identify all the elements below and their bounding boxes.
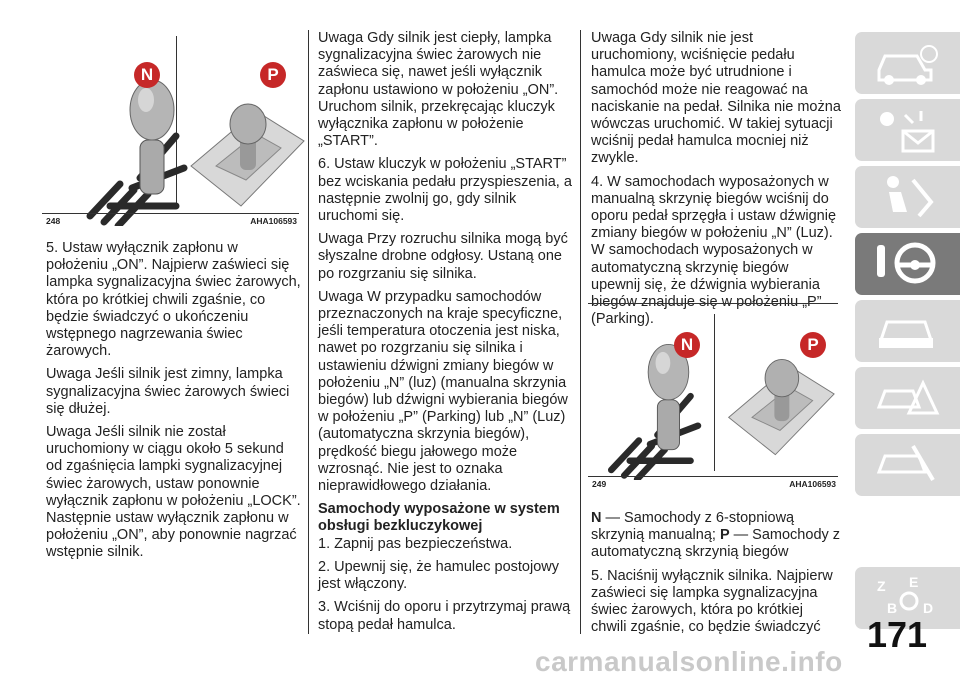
column-2 — [318, 30, 576, 640]
paragraph: Uwaga Jeśli silnik nie został uruchomiony w ciągu około 5 sekund od zgaśnięcia lampki sygnalizacyjnej świec żarowych, ustaw ponownie wyłącznik zapłonu w położeniu „LOCK”. Następnie ustaw wyłącznik zapłonu w położeniu „ON”, aby ponownie nagrzać wstępnie silnik. — [46, 424, 301, 561]
badge-n: N — [134, 62, 160, 88]
car-info-icon — [873, 38, 943, 88]
badge-p: P — [800, 332, 826, 358]
figure-code: AHA106593 — [250, 216, 297, 226]
svg-text:B: B — [887, 600, 898, 616]
tab-airbag[interactable] — [855, 166, 960, 228]
figure-code: AHA106593 — [789, 479, 836, 489]
tab-dashboard-lights[interactable] — [855, 99, 960, 161]
svg-text:Z: Z — [877, 578, 886, 594]
paragraph: 6. Ustaw kluczyk w położeniu „START” bez wciskania pedału przyspieszenia, a następnie zwolnij go, gdy silnik uruchomi się. — [318, 156, 572, 225]
paragraph: Uwaga Jeśli silnik jest zimny, lampka sygnalizacyjna świec żarowych świeci się dłużej. — [46, 366, 290, 417]
figure-248 — [42, 30, 299, 228]
column-3-continued — [591, 510, 841, 642]
paragraph: 4. W samochodach wyposażonych w manualną skrzynię biegów wciśnij do oporu pedał sprzęgła i ustaw dźwignię zmiany biegów w położeniu „N” (Luz). W samochodach wyposażonych w automatyczną skrzynię biegów upewnij się, że dźwignia wybierania biegów znajduje się w położeniu „P” (Parking). — [591, 173, 837, 328]
watermark: carmanualsonline.info — [535, 646, 843, 677]
tab-car-front[interactable] — [855, 300, 960, 362]
automatic-shifter-illustration — [186, 96, 306, 216]
key-wheel-icon — [873, 239, 943, 289]
column-divider — [580, 30, 581, 634]
figure-legend — [591, 510, 841, 562]
paragraph: 3. Wciśnij do oporu i przytrzymaj prawą stopą pedał hamulca. — [318, 599, 571, 633]
car-tools-icon — [873, 440, 943, 490]
figure-number: 248 — [46, 216, 61, 226]
paragraph: 1. Zapnij pas bezpieczeństwa. — [318, 535, 513, 552]
badge-n: N — [674, 332, 700, 358]
dashboard-lights-icon — [873, 105, 943, 155]
figure-249 — [588, 303, 838, 491]
paragraph: 5. Naciśnij wyłącznik silnika. Najpierw zaświeci się lampka sygnalizacyjna świec żarowych, która po krótkiej chwili zgaśnie, co będzie świadczyć — [591, 567, 833, 636]
paragraph: Uwaga W przypadku samochodów przeznaczonych na kraje specyficzne, jeśli temperatura otoczenia jest niska, nawet po rozgrzaniu się silnika i ustawieniu dźwigni zmiany biegów w położeniu „N” (luz) (manualna skrzynia biegów) lub dźwigni wybierania biegów w położeniu „P” (Parking) lub „N” (Luz) (automatyczna skrzynia biegów), prędkość biegu jałowego może wzrosnąć. Nie jest to oznaka nieprawidłowego działania. — [318, 288, 568, 495]
legend-key-p: P — [719, 527, 730, 544]
car-warning-icon — [873, 373, 943, 423]
paragraph: Uwaga Gdy silnik jest ciepły, lampka sygnalizacyjna świec żarowych nie zaświeca się, nawet jeśli wyłącznik zapłonu ustawiono w położeniu „ON”. Uruchom silnik, przekręcając kluczyk wyłącznika zapłonu w położenie „START”. — [318, 30, 559, 150]
legend-key-n: N — [591, 510, 602, 526]
paragraph: Uwaga Przy rozruchu silnika mogą być słyszalne drobne odgłosy. Ustaną one po rozgrzaniu się silnika. — [318, 231, 568, 282]
svg-text:E: E — [909, 574, 919, 590]
legend-text-p: — Samochody z automatyczną skrzynią biegów — [591, 527, 841, 561]
svg-text:D: D — [923, 600, 934, 616]
airbag-icon — [873, 172, 943, 222]
column-1 — [46, 240, 301, 568]
section-heading: Samochody wyposażone w system obsługi bezkluczykowej — [318, 501, 560, 535]
tab-starting-driving[interactable] — [855, 233, 960, 295]
tab-index[interactable] — [855, 434, 960, 496]
paragraph: Uwaga Gdy silnik nie jest uruchomiony, wciśnięcie pedału hamulca może być utrudnione i samochód może nie reagować na naciskanie na pedał. Silnika nie można wówczas uruchomić. W takiej sytuacji wciśnij pedał hamulca mocniej niż zwykle. — [591, 30, 841, 167]
column-3 — [591, 30, 841, 334]
automatic-shifter-illustration — [724, 352, 836, 464]
page-number: 171 — [867, 614, 928, 655]
figure-number: 249 — [592, 479, 607, 489]
tab-car-warning[interactable] — [855, 367, 960, 429]
column-divider — [308, 30, 309, 634]
paragraph: 5. Ustaw wyłącznik zapłonu w położeniu „ON”. Najpierw zaświeci się lampka sygnalizacyjna świec żarowych, która po krótkiej chwili zgaśnie, co będzie świadczyć o ukończeniu wstępnego nagrzewania świec żarowych. — [46, 240, 301, 360]
tab-car-info[interactable] — [855, 32, 960, 94]
legend-text-n: — Samochody z 6-stopniową skrzynią manualną; — [591, 510, 795, 544]
car-front-icon — [873, 306, 943, 356]
paragraph: 2. Upewnij się, że hamulec postojowy jest włączony. — [318, 558, 559, 593]
badge-p: P — [260, 62, 286, 88]
manual-shifter-illustration — [602, 340, 722, 480]
